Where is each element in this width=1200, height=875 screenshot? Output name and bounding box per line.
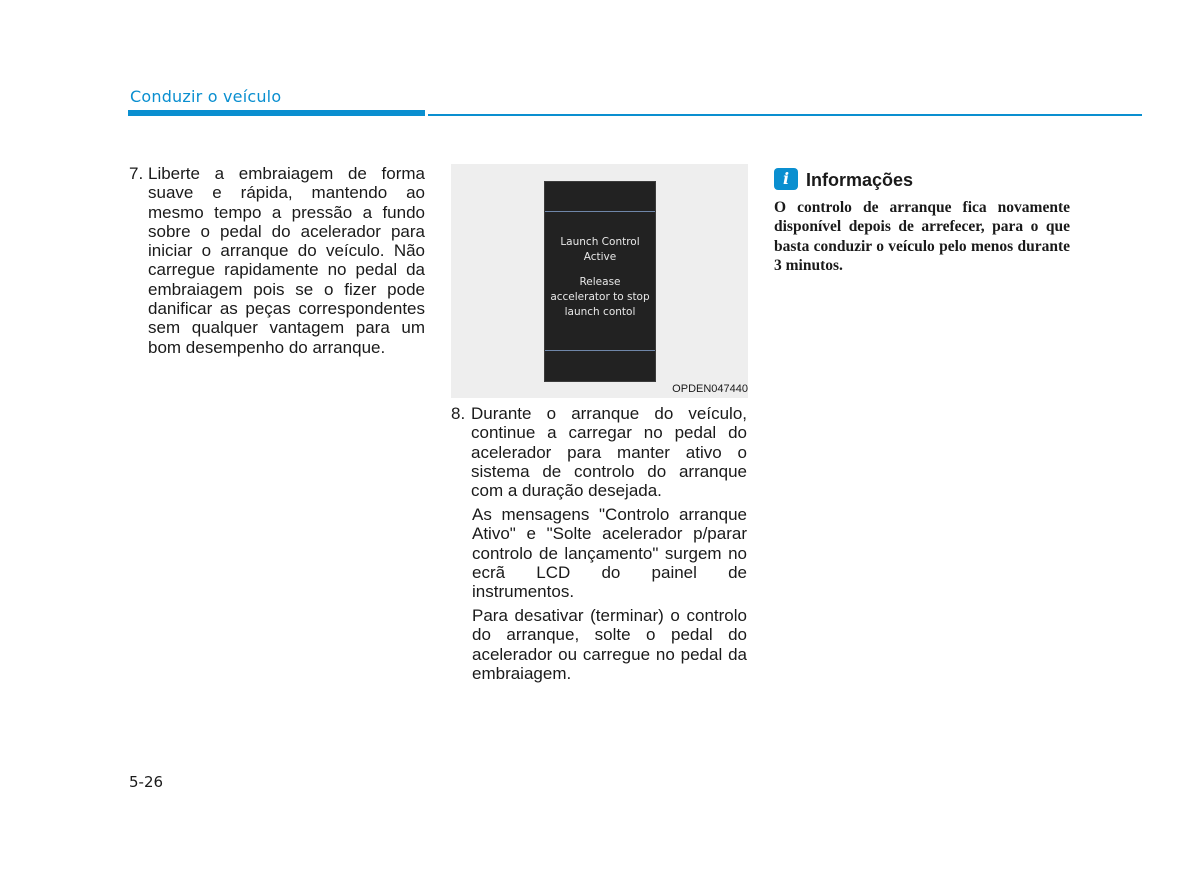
screen-message: Active <box>583 251 617 263</box>
step-text: Durante o arranque do veículo, continue a carregar no pedal do acelerador para manter ativo o sistema de controlo do arranque com a duração desejada. <box>471 404 747 501</box>
step-text: Liberte a embraiagem de forma suave e rápida, mantendo ao mesmo tempo a pressão a fundo sobre o pedal do acelerador para iniciar o arranque do veículo. Não carregue rapidamente no pedal da embraiagem pois se o fizer pode danificar as peças correspondentes sem qualquer vantagem para um bom desempenho do arranque. <box>148 164 425 357</box>
screen-message: Launch Control <box>560 236 640 248</box>
screen-message: accelerator to stop <box>550 291 650 303</box>
header-rule-thin <box>428 114 1142 116</box>
info-body: O controlo de arranque fica novamente disponível depois de arrefecer, para o que basta conduzir o veículo pelo menos durante 3 minutos. <box>774 199 1070 274</box>
step-paragraph: Para desativar (terminar) o controlo do arranque, solte o pedal do acelerador ou carregue no pedal da embraiagem. <box>472 606 747 683</box>
step-number: 7. <box>129 164 144 183</box>
step-paragraph: As mensagens "Controlo arranque Ativo" e "Solte acelerador p/parar controlo de lançamento" surgem no ecrã LCD do painel de instrumentos. <box>472 505 747 602</box>
info-icon: i <box>774 168 798 190</box>
screen-divider <box>545 211 655 212</box>
screen-divider <box>545 350 655 351</box>
screen-message: launch contol <box>564 306 636 318</box>
figure-code: OPDEN047440 <box>672 383 748 395</box>
info-title: Informações <box>806 170 914 190</box>
screen-message: Release <box>579 276 621 288</box>
step-number: 8. <box>451 404 466 423</box>
header-rule-thick <box>128 110 425 116</box>
dashboard-figure <box>451 164 748 398</box>
lcd-screen <box>544 181 656 382</box>
section-title: Conduzir o veículo <box>130 87 282 106</box>
page-number: 5-26 <box>129 773 164 791</box>
